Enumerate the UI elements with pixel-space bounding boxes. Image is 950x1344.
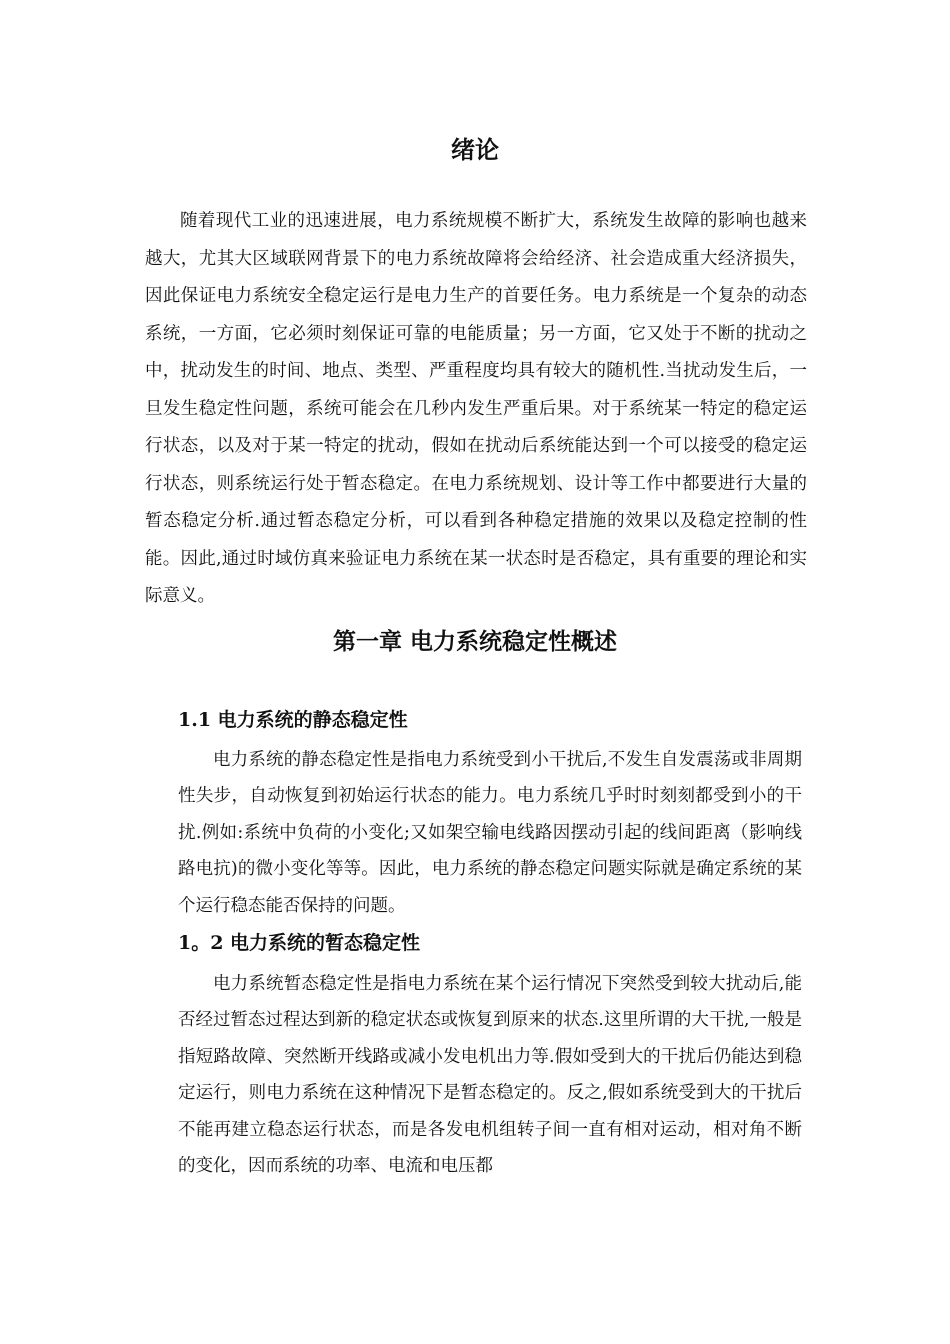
section-heading-static-stability: 1.1 电力系统的静态稳定性 [178,709,408,731]
section-paragraph-transient-stability: 电力系统暂态稳定性是指电力系统在某个运行情况下突然受到较大扰动后,能否经过暂态过程达到新的稳定状态或恢复到原来的状态.这里所谓的大干扰,一般是指短路故障、突然断开线路或减小发电机出力等.假如受到大的干扰后仍能达到稳定运行，则电力系统在这种情况下是暂态稳定的。反之,假如系统受到大的干扰后不能再建立稳态运行状态，而是各发电机组转子间一直有相对运动，相对角不断的变化，因而系统的功率、电流和电压都 [178,974,802,1177]
section-heading-transient-stability: 1。2 电力系统的暂态稳定性 [178,932,421,954]
intro-paragraph: 随着现代工业的迅速进展，电力系统规模不断扩大，系统发生故障的影响也越来越大，尤其大区域联网背景下的电力系统故障将会给经济、社会造成重大经济损失，因此保证电力系统安全稳定运行是电力生产的首要任务。电力系统是一个复杂的动态系统，一方面，它必须时刻保证可靠的电能质量；另一方面，它又处于不断的扰动之中，扰动发生的时间、地点、类型、严重程度均具有较大的随机性.当扰动发生后，一旦发生稳定性问题，系统可能会在几秒内发生严重后果。对于系统某一特定的稳定运行状态，以及对于某一特定的扰动，假如在扰动后系统能达到一个可以接受的稳定运行状态，则系统运行处于暂态稳定。在电力系统规划、设计等工作中都要进行大量的暂态稳定分析.通过暂态稳定分析，可以看到各种稳定措施的效果以及稳定控制的性能。因此,通过时域仿真来验证电力系统在某一状态时是否稳定，具有重要的理论和实际意义。 [145,211,807,606]
chapter-title: 第一章 电力系统稳定性概述 [332,628,617,655]
intro-title: 绪论 [451,135,499,164]
section-paragraph-static-stability: 电力系统的静态稳定性是指电力系统受到小干扰后,不发生自发震荡或非周期性失步，自动恢复到初始运行状态的能力。电力系统几乎时时刻刻都受到小的干扰.例如:系统中负荷的小变化;又如架空输电线路因摆动引起的线间距离（影响线路电抗)的微小变化等等。因此，电力系统的静态稳定问题实际就是确定系统的某个运行稳态能否保持的问题。 [178,750,802,916]
